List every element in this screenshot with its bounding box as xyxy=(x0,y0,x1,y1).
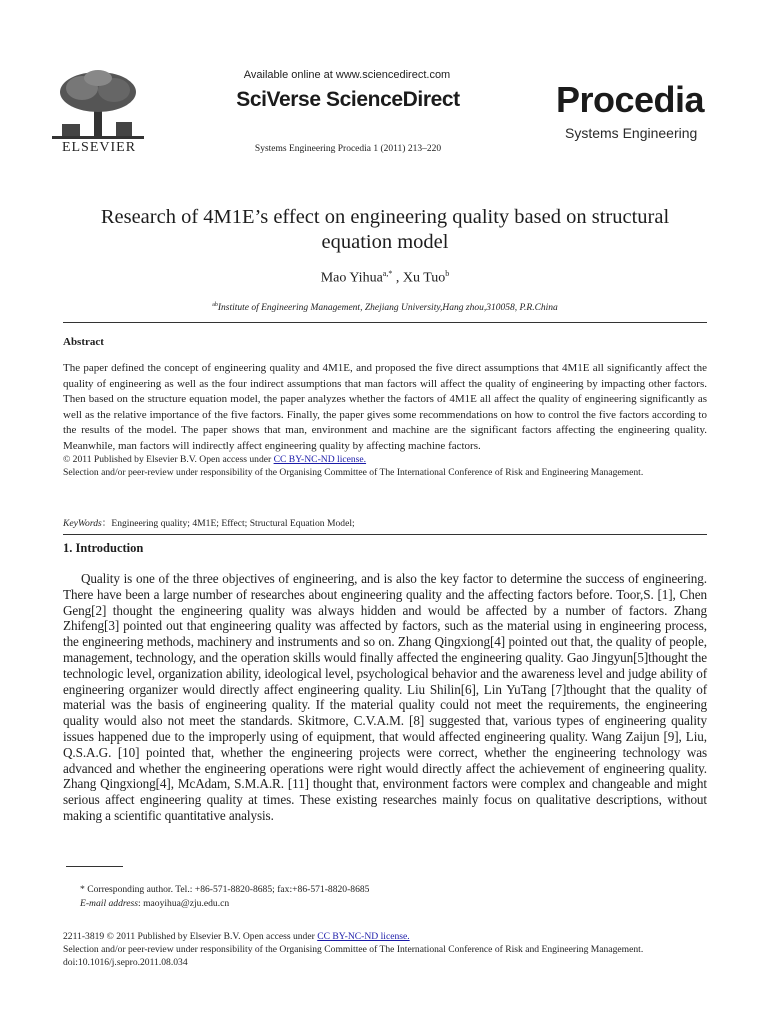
email-address[interactable]: : maoyihua@zju.edu.cn xyxy=(138,898,230,909)
issn-text: 2211-3819 © 2011 Published by Elsevier B.V. Open access under xyxy=(63,931,318,942)
affiliation-marker: ab xyxy=(212,302,218,308)
abstract-copyright xyxy=(63,454,707,467)
abstract-heading: Abstract xyxy=(63,336,104,348)
section-heading: 1. Introduction xyxy=(63,541,144,555)
affiliation-text: Institute of Engineering Management, Zhejiang University,Hang zhou,310058, P.R.China xyxy=(217,303,558,314)
footnote-divider xyxy=(66,866,123,867)
author-affil-marker: b xyxy=(445,269,450,278)
email-label: E-mail address xyxy=(80,898,139,909)
page-footer xyxy=(63,931,713,969)
author-list xyxy=(200,269,570,287)
journal-logo-subtitle: Systems Engineering xyxy=(565,125,698,141)
author-affil-marker: a,* xyxy=(382,269,393,278)
platform-logo-text: SciVerse ScienceDirect xyxy=(236,88,460,111)
affiliation xyxy=(160,302,610,313)
license-link[interactable]: CC BY-NC-ND license. xyxy=(273,454,367,465)
author-separator: , xyxy=(392,270,403,286)
journal-logo-text: Procedia xyxy=(556,79,705,120)
keywords-separator: ： xyxy=(101,518,112,529)
keywords-line xyxy=(63,515,707,529)
paper-title: Research of 4M1E’s effect on engineering quality based on structural equation model xyxy=(100,206,670,253)
intro-paragraph: Quality is one of the three objectives of engineering, and is also the key factor to determine the success of engineering. There have been a large number of researches about engineering quality and the affecting factors before. Toor,S. [1], Chen Geng[2] thought the engineering quality was always hidden and would be affected by a number of factors. Zhang Zhifeng[3] pointed out that engineering quality was affected by factors, such as the material using in engineering process, the engineering methods, machinery and instruments and so on. Zhang Qingxiong[4] pointed out that, the quality of people, management, technology, and the operation skills would finally affected the engineering quality. Gao Jingyun[5]thought the technologic level, organization ability, ideological level, psychological behavior and the awareness level and judge ability of engineering organizer would directly affect engineering quality. Liu Shilin[6], Lin YuTang [7]thought that the quality of material was the basis of engineering quality. If the material quality could not meet the requirements, the engineering quality would also not meet the standards. Skitmore, C.V.A.M. [8] suggested that, various types of engineering quality issues happened due to the improperly using of equipment, that would affected engineering quality. Wang Zaijun [9], Liu, Q.S.A.G. [10] pointed that, whether the engineering projects were correct, whether the engineering technology was advanced and whether the engineering operations were right would directly affect the achievement of engineering quality. Zhang Qingxiong[4], McAdam, S.M.A.R. [11] thought that, environment factors were complex and changeable and might serious affect engineering quality at times. These existing researches mainly focus on qualitative descriptions, without making a scientific quantitative analysis. xyxy=(63,571,707,823)
doi[interactable]: doi:10.1016/j.sepro.2011.08.034 xyxy=(63,956,188,968)
footer-license-link[interactable]: CC BY-NC-ND license. xyxy=(317,931,410,942)
abstract-section xyxy=(63,361,707,479)
corresponding-author-note: * Corresponding author. Tel.: +86-571-8820-8685; fax:+86-571-8820-8685 xyxy=(80,884,370,895)
author-name: Mao Yihua xyxy=(320,270,383,286)
keywords-label: KeyWords xyxy=(63,518,102,529)
peer-review-note: Selection and/or peer-review under responsibility of the Organising Committee of The International Conference of Risk and Engineering Management. xyxy=(63,466,644,478)
available-online-link[interactable]: Available online at www.sciencedirect.com xyxy=(243,69,451,81)
divider xyxy=(63,534,707,535)
abstract-text: The paper defined the concept of engineering quality and 4M1E, and proposed the five direct assumptions that 4M1E all significantly affect the quality of engineering as well as the four indirect assumptions that man factors will affect the quality of engineering by impacting other factors. Then based on the structure equation model, the paper analyzes whether the factors of 4M1E all affect the quality of engineering significantly as well as the relative importance of the five factors. Finally, the paper gives some recommendations on how to control the five factors according to the results of the model. The paper shows that man, environment and machine are the significant factors affecting the engineering quality. Meanwhile, man factors will indirectly affect engineering quality by affecting machine factors. xyxy=(63,362,707,452)
author-name: Xu Tuo xyxy=(402,270,446,286)
divider xyxy=(63,322,707,323)
copyright-text: © 2011 Published by Elsevier B.V. Open access under xyxy=(63,454,274,465)
email-note xyxy=(80,898,229,909)
keywords-text: Engineering quality; 4M1E; Effect; Structural Equation Model; xyxy=(111,518,355,529)
issn-line xyxy=(63,931,713,944)
journal-reference: Systems Engineering Procedia 1 (2011) 213–220 xyxy=(254,144,442,154)
footer-peer-review: Selection and/or peer-review under responsibility of the Organising Committee of The International Conference of Risk and Engineering Management. xyxy=(63,943,644,955)
publisher-name: ELSEVIER xyxy=(61,140,137,155)
